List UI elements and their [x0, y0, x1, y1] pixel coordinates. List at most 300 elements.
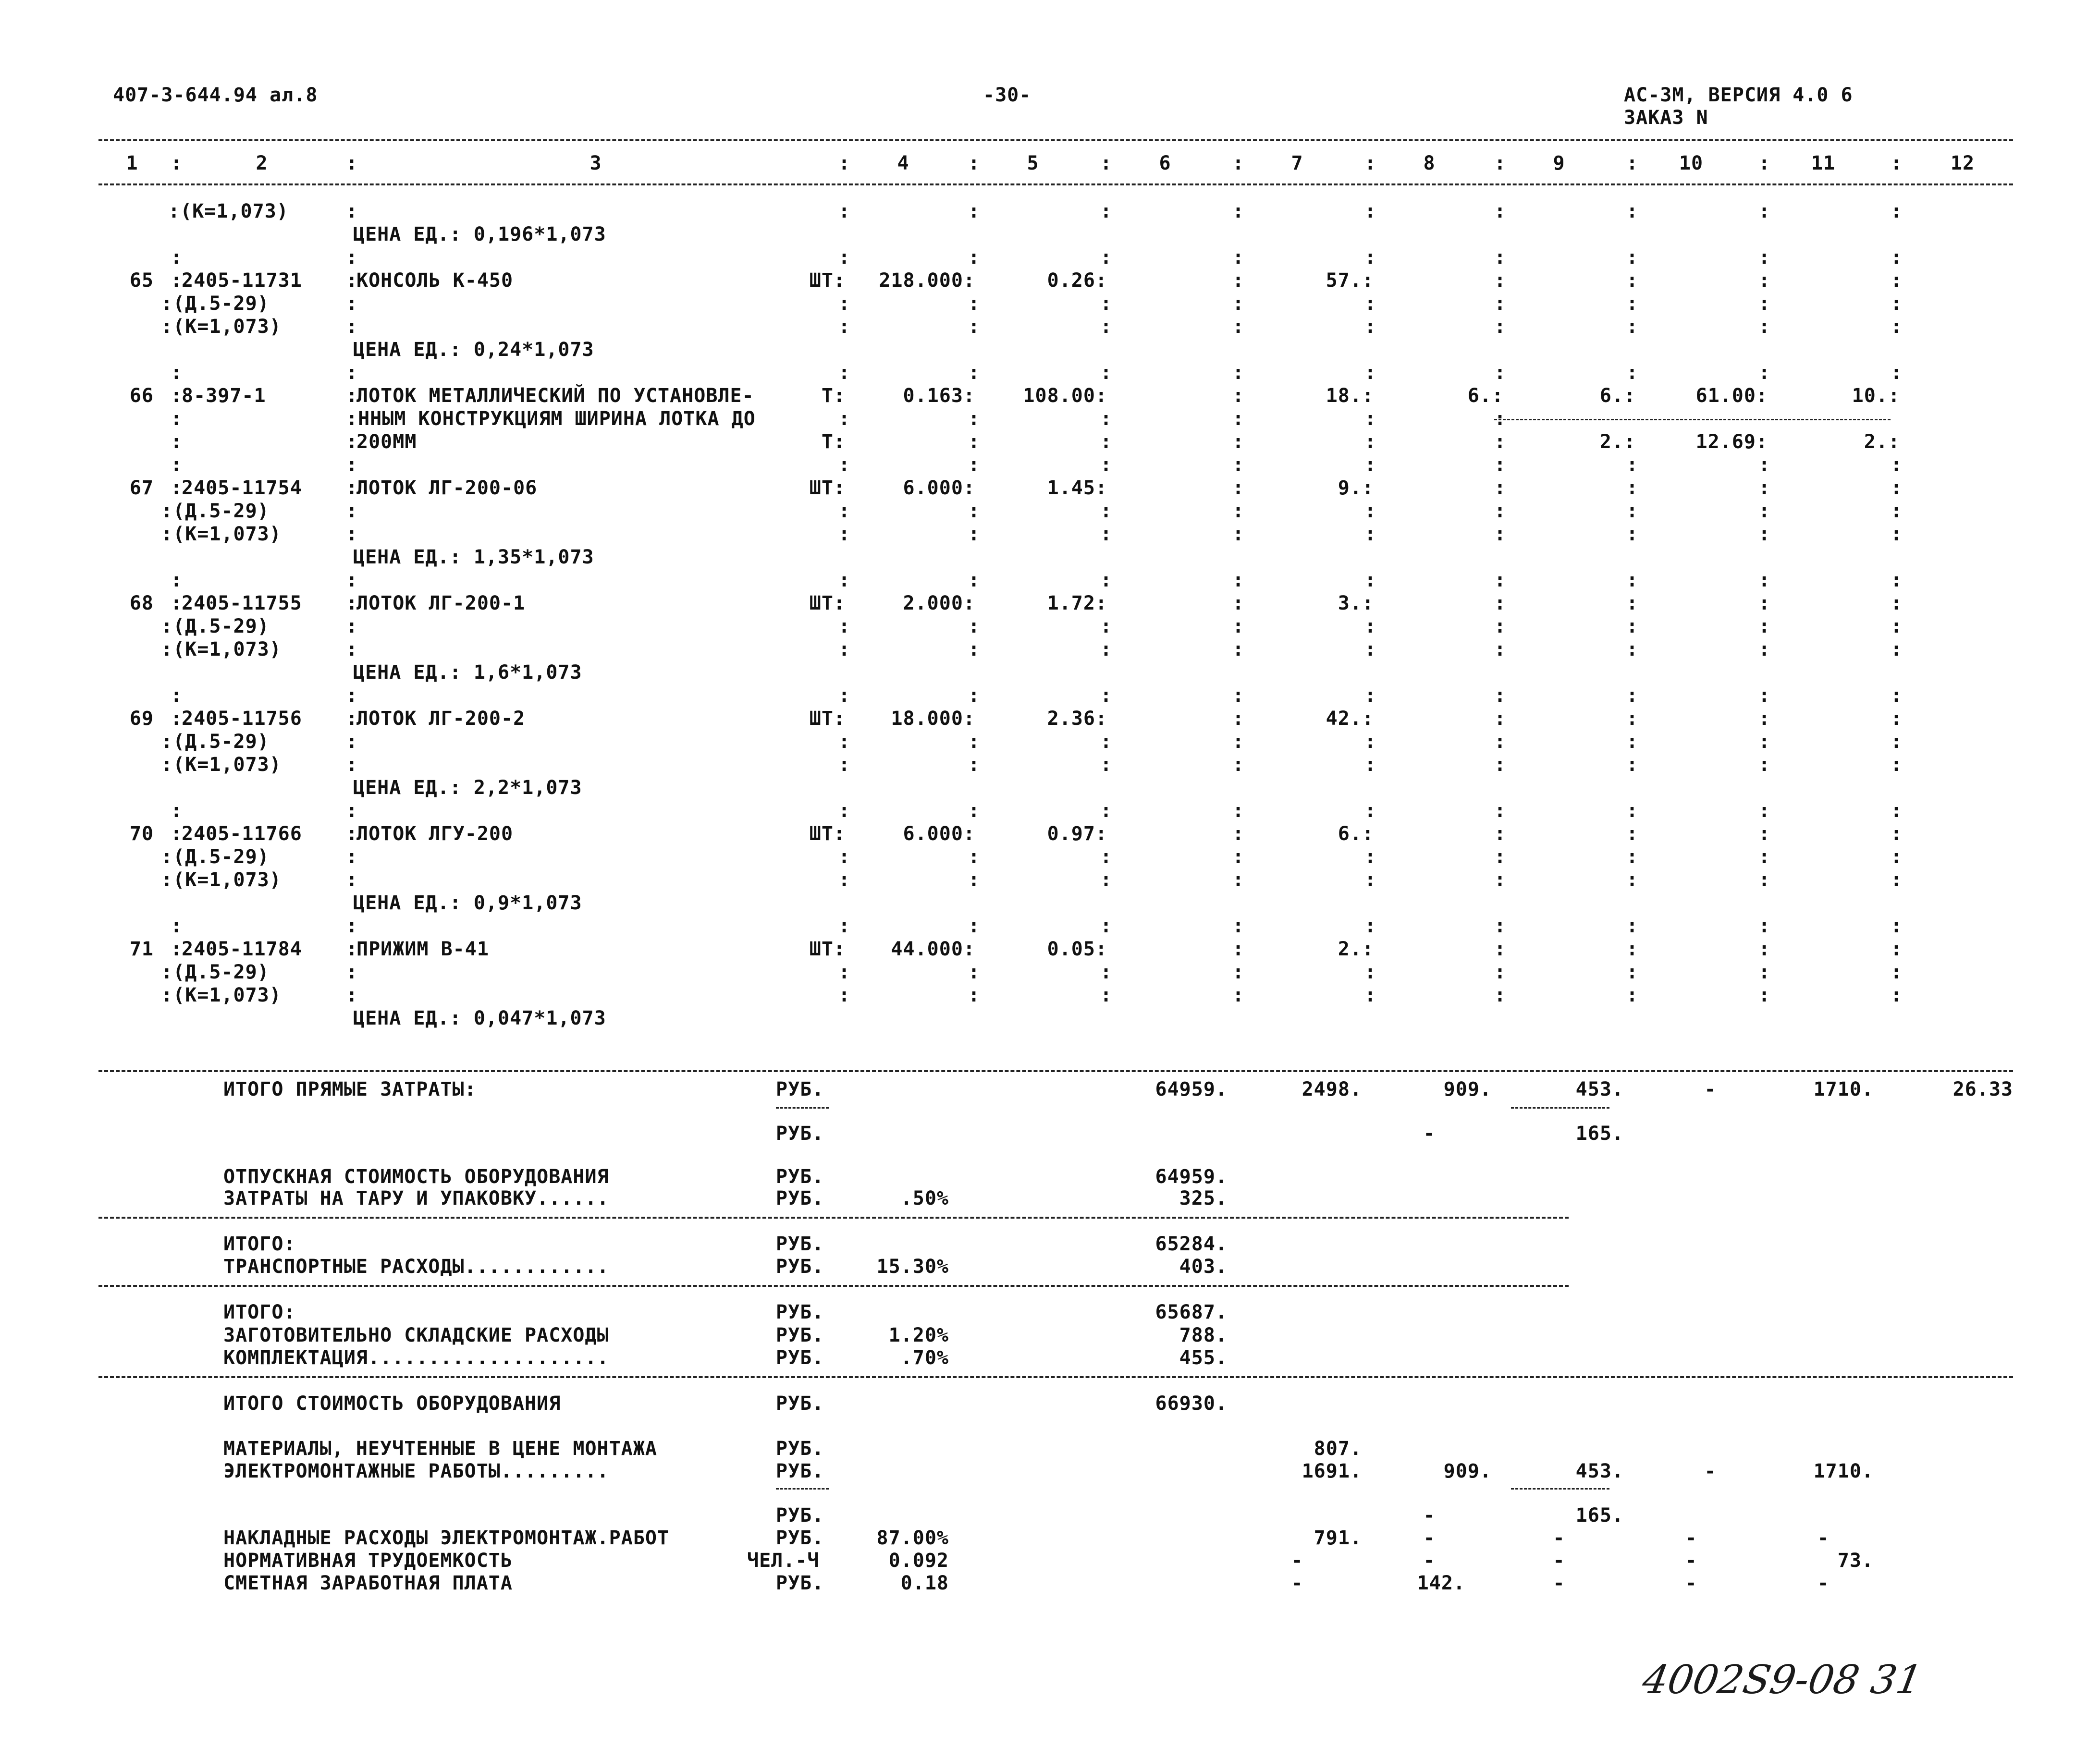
item-unit: ШТ:: [809, 823, 846, 845]
total-2-label: ИТОГО:: [223, 1301, 296, 1323]
column-separator: :: [1232, 638, 1244, 660]
item-name: ПРИЖИМ В-41: [356, 938, 489, 960]
item-code: 2405-11756: [182, 708, 302, 730]
column-separator: :: [838, 316, 850, 338]
program-version: АС-3М, ВЕРСИЯ 4.0 6: [1624, 84, 1853, 106]
column-separator: :: [1100, 615, 1112, 637]
column-separator: :: [346, 638, 358, 660]
column-separator: :: [346, 523, 358, 545]
top-fragment-price-note: ЦЕНА ЕД.: 0,196*1,073: [353, 223, 606, 245]
column-number-12: 12: [1950, 152, 1975, 174]
direct-costs-c9: 453.: [1575, 1078, 1624, 1100]
column-separator: :: [1494, 246, 1506, 269]
packaging-unit: РУБ.: [776, 1187, 824, 1209]
column-separator: :: [1494, 523, 1506, 545]
column-separator: :: [1494, 431, 1506, 453]
item-quantity: 18.000:: [891, 708, 975, 730]
column-separator: :: [968, 362, 980, 384]
column-separator: :: [1758, 869, 1770, 891]
column-separator: :: [1626, 754, 1638, 776]
column-separator: :: [1891, 269, 1903, 292]
column-separator: :: [1100, 293, 1112, 315]
column-separator: :: [1494, 269, 1506, 292]
column-separator: :: [171, 708, 183, 730]
column-separator: :: [171, 269, 183, 292]
column-separator: :: [1232, 615, 1244, 637]
wages-unit: РУБ.: [776, 1572, 824, 1594]
column-separator: :: [1232, 200, 1244, 222]
column-separator: :: [1100, 754, 1112, 776]
column-separator: :: [1232, 684, 1244, 707]
column-separator: :: [1100, 431, 1112, 453]
column-separator: :: [1364, 408, 1376, 430]
column-separator: :: [1891, 915, 1903, 937]
item-col7: 3.:: [1338, 592, 1374, 614]
order-number: ЗАКАЗ N: [1624, 107, 1708, 129]
column-separator: :: [1100, 246, 1112, 269]
column-number-1: 1: [126, 152, 138, 174]
overhead-unit: РУБ.: [776, 1527, 824, 1549]
electrical-works-unit: РУБ.: [776, 1460, 824, 1482]
column-separator: :: [1626, 293, 1638, 315]
column-separator: :: [1626, 684, 1638, 707]
item-col7: 9.:: [1338, 477, 1374, 499]
column-separator: :: [1891, 477, 1903, 499]
column-separator: :: [346, 754, 358, 776]
column-separator: :: [346, 152, 358, 174]
column-separator: :: [1100, 915, 1112, 937]
column-separator: :: [1494, 984, 1506, 1006]
column-separator: :: [968, 984, 980, 1006]
column-separator: :: [1494, 708, 1506, 730]
column-separator: :: [1494, 200, 1506, 222]
item-quantity: 2.000:: [903, 592, 975, 614]
column-separator: :: [1364, 246, 1376, 269]
column-separator: :: [346, 385, 358, 407]
column-separator: :: [1626, 500, 1638, 522]
column-separator: :: [1891, 523, 1903, 545]
unit-split-rule-2: [776, 1488, 829, 1490]
column-separator: :: [1891, 754, 1903, 776]
column-separator: :: [1232, 846, 1244, 868]
column-separator: :: [968, 500, 980, 522]
column-separator: :: [346, 293, 358, 315]
item-col7: 57.:: [1326, 269, 1374, 292]
transport-label: ТРАНСПОРТНЫЕ РАСХОДЫ............: [223, 1256, 609, 1278]
item-number: 65: [129, 269, 154, 292]
transport-unit: РУБ.: [776, 1256, 824, 1278]
header-top-rule: [98, 139, 2013, 141]
direct-costs-c8-b: -: [1423, 1123, 1436, 1145]
column-separator: :: [1232, 523, 1244, 545]
column-separator: :: [968, 754, 980, 776]
wages-c10: -: [1685, 1572, 1697, 1594]
column-separator: :: [1891, 938, 1903, 960]
item-price-note: ЦЕНА ЕД.: 0,24*1,073: [353, 339, 594, 361]
column-separator: :: [1758, 269, 1770, 292]
column-separator: :: [838, 615, 850, 637]
item-code: 2405-11766: [182, 823, 302, 845]
electrical-works-c7: 1691.: [1302, 1460, 1362, 1482]
column-separator: :: [171, 477, 183, 499]
column-separator: :: [1494, 569, 1506, 591]
column-separator: :: [1626, 246, 1638, 269]
item-col10: 61.00:: [1695, 385, 1768, 407]
direct-costs-unit-2: РУБ.: [776, 1123, 824, 1145]
column-separator: :: [171, 684, 183, 707]
column-separator: :: [1494, 454, 1506, 476]
column-separator: :: [1232, 385, 1244, 407]
column-separator: :: [1232, 569, 1244, 591]
overhead-c7: 791.: [1314, 1527, 1362, 1549]
column-separator: :: [838, 800, 850, 822]
column-number-6: 6: [1159, 152, 1171, 174]
column-separator: :: [1758, 800, 1770, 822]
warehouse-unit: РУБ.: [776, 1324, 824, 1346]
transport-c6: 403.: [1179, 1256, 1228, 1278]
unit-split-rule: [776, 1107, 829, 1109]
electrical-works-unit-2: РУБ.: [776, 1504, 824, 1527]
direct-costs-c11: 1710.: [1813, 1078, 1874, 1100]
overhead-label: НАКЛАДНЫЕ РАСХОДЫ ЭЛЕКТРОМОНТАЖ.РАБОТ: [223, 1527, 670, 1549]
column-separator: :: [1100, 362, 1112, 384]
column-separator: :: [1891, 731, 1903, 753]
column-separator: :: [346, 984, 358, 1006]
column-separator: :: [1758, 823, 1770, 845]
column-separator: :: [346, 454, 358, 476]
direct-costs-c8: 909.: [1443, 1078, 1492, 1100]
column-separator: :: [1494, 731, 1506, 753]
column-separator: :: [1626, 708, 1638, 730]
equipment-price-c6: 64959.: [1155, 1166, 1228, 1188]
column-separator: :: [1891, 615, 1903, 637]
column-separator: :: [838, 293, 850, 315]
kit-label: КОМПЛЕКТАЦИЯ....................: [223, 1347, 609, 1369]
overhead-rate: 87.00%: [876, 1527, 949, 1549]
column-separator: :: [1626, 800, 1638, 822]
column-separator: :: [968, 152, 980, 174]
column-separator: :: [1758, 754, 1770, 776]
column-separator: :: [1494, 800, 1506, 822]
direct-costs-c9-b: 165.: [1575, 1123, 1624, 1145]
item-price-note: ЦЕНА ЕД.: 2,2*1,073: [353, 777, 582, 799]
column-separator: :: [1232, 961, 1244, 983]
column-separator: :: [1626, 569, 1638, 591]
electrical-works-c8: 909.: [1443, 1460, 1492, 1482]
item-name: ЛОТОК ЛГ-200-2: [356, 708, 526, 730]
summary-rule-1: [98, 1217, 1569, 1219]
direct-costs-label: ИТОГО ПРЯМЫЕ ЗАТРАТЫ:: [223, 1078, 477, 1100]
item-price-note: ЦЕНА ЕД.: 0,047*1,073: [353, 1007, 606, 1029]
column-separator: :: [1758, 638, 1770, 660]
column-separator: :: [1100, 152, 1112, 174]
wages-c11: -: [1817, 1572, 1830, 1594]
item-quantity: 0.163:: [903, 385, 975, 407]
col9-split-rule: [1511, 1107, 1609, 1109]
column-separator: :: [1494, 846, 1506, 868]
column-separator: :: [1364, 200, 1376, 222]
column-separator: :: [1758, 293, 1770, 315]
column-separator: :: [1232, 293, 1244, 315]
column-separator: :: [346, 800, 358, 822]
column-separator: :: [1364, 684, 1376, 707]
column-separator: :: [1626, 731, 1638, 753]
item-code: 2405-11731: [182, 269, 302, 292]
column-separator: :: [1626, 269, 1638, 292]
column-separator: :: [346, 731, 358, 753]
column-separator: :: [838, 500, 850, 522]
column-separator: :: [1232, 731, 1244, 753]
column-separator: :: [1494, 477, 1506, 499]
column-separator: :: [171, 915, 183, 937]
column-separator: :: [1364, 293, 1376, 315]
column-separator: :: [838, 869, 850, 891]
column-separator: :: [1758, 731, 1770, 753]
column-separator: :: [968, 246, 980, 269]
electrical-works-c8-b: -: [1423, 1504, 1436, 1527]
column-separator: :: [346, 938, 358, 960]
column-separator: :: [1891, 869, 1903, 891]
electrical-works-c9: 453.: [1575, 1460, 1624, 1482]
item-subline: :(Д.5-29): [161, 500, 270, 522]
column-separator: :: [1364, 523, 1376, 545]
column-separator: :: [968, 408, 980, 430]
column-separator: :: [346, 500, 358, 522]
column-separator: :: [1100, 200, 1112, 222]
item-quantity: 6.000:: [903, 477, 975, 499]
column-separator: :: [1100, 684, 1112, 707]
column-separator: :: [968, 800, 980, 822]
item-split-rule: [1494, 419, 1891, 420]
item-subline: :(Д.5-29): [161, 961, 270, 983]
column-separator: :: [1100, 846, 1112, 868]
column-separator: :: [1364, 869, 1376, 891]
materials-c7: 807.: [1314, 1438, 1362, 1460]
column-separator: :: [171, 823, 183, 845]
column-separator: :: [346, 615, 358, 637]
column-separator: :: [1758, 938, 1770, 960]
column-separator: :: [1758, 708, 1770, 730]
column-separator: :: [171, 800, 183, 822]
column-separator: :: [968, 869, 980, 891]
column-separator: :: [1626, 454, 1638, 476]
column-separator: :: [838, 638, 850, 660]
column-separator: :: [1100, 500, 1112, 522]
column-separator: :: [346, 246, 358, 269]
column-separator: :: [346, 684, 358, 707]
column-separator: :: [838, 846, 850, 868]
item-col11-b: 2.:: [1864, 431, 1900, 453]
item-unit-price: 108.00:: [1023, 385, 1107, 407]
item-quantity: 44.000:: [891, 938, 975, 960]
column-separator: :: [1232, 362, 1244, 384]
column-separator: :: [1232, 246, 1244, 269]
column-separator: :: [1626, 938, 1638, 960]
labor-norm-rate: 0.092: [888, 1550, 949, 1572]
column-separator: :: [346, 200, 358, 222]
column-separator: :: [1758, 200, 1770, 222]
column-separator: :: [838, 152, 850, 174]
wages-c9: -: [1553, 1572, 1565, 1594]
column-separator: :: [1232, 823, 1244, 845]
column-separator: :: [838, 246, 850, 269]
item-quantity: 218.000:: [879, 269, 975, 292]
column-separator: :: [1100, 869, 1112, 891]
item-subline: :(К=1,073): [161, 984, 282, 1006]
item-subline: :(К=1,073): [161, 316, 282, 338]
column-separator: :: [1891, 362, 1903, 384]
column-separator: :: [1758, 961, 1770, 983]
column-separator: :: [1891, 500, 1903, 522]
item-price-note: ЦЕНА ЕД.: 0,9*1,073: [353, 892, 582, 914]
column-separator: :: [1494, 638, 1506, 660]
kit-rate: .70%: [900, 1347, 949, 1369]
labor-norm-c11: 73.: [1837, 1550, 1874, 1572]
column-separator: :: [1232, 477, 1244, 499]
column-separator: :: [1758, 592, 1770, 614]
column-separator: :: [968, 293, 980, 315]
labor-norm-c10: -: [1685, 1550, 1697, 1572]
item-unit: Т:: [821, 385, 846, 407]
column-separator: :: [1494, 500, 1506, 522]
column-separator: :: [1100, 408, 1112, 430]
item-name-line-3: 200ММ: [356, 431, 417, 453]
labor-norm-unit: ЧЕЛ.-Ч: [747, 1550, 820, 1572]
column-separator: :: [838, 200, 850, 222]
column-separator: :: [1232, 708, 1244, 730]
column-separator: :: [346, 362, 358, 384]
column-separator: :: [1364, 316, 1376, 338]
labor-norm-c7: -: [1291, 1550, 1303, 1572]
item-subline: :(Д.5-29): [161, 846, 270, 868]
column-separator: :: [838, 984, 850, 1006]
electrical-works-c9-b: 165.: [1575, 1504, 1624, 1527]
column-separator: :: [968, 454, 980, 476]
column-separator: :: [1891, 684, 1903, 707]
column-separator: :: [346, 592, 358, 614]
column-separator: :: [968, 915, 980, 937]
labor-norm-label: НОРМАТИВНАЯ ТРУДОЕМКОСТЬ: [223, 1550, 513, 1572]
column-separator: :: [171, 152, 183, 174]
header-bottom-rule: [98, 183, 2013, 185]
item-number: 67: [129, 477, 154, 499]
wages-c8: 142.: [1417, 1572, 1465, 1594]
column-separator: :: [1891, 846, 1903, 868]
column-number-11: 11: [1811, 152, 1836, 174]
packaging-c6: 325.: [1179, 1187, 1228, 1209]
labor-norm-c8: -: [1423, 1550, 1436, 1572]
column-separator: :: [171, 569, 183, 591]
electrical-works-label: ЭЛЕКТРОМОНТАЖНЫЕ РАБОТЫ.........: [223, 1460, 609, 1482]
item-name: ЛОТОК МЕТАЛЛИЧЕСКИЙ ПО УСТАНОВЛЕ-: [356, 385, 754, 407]
materials-label: МАТЕРИАЛЫ, НЕУЧТЕННЫЕ В ЦЕНЕ МОНТАЖА: [223, 1438, 657, 1460]
item-col7: 18.:: [1326, 385, 1374, 407]
column-separator: :: [1364, 731, 1376, 753]
column-separator: :: [171, 408, 183, 430]
column-separator: :: [1100, 316, 1112, 338]
column-separator: :: [346, 569, 358, 591]
column-separator: :: [1891, 246, 1903, 269]
item-unit: ШТ:: [809, 269, 846, 292]
column-separator: :: [1494, 823, 1506, 845]
column-separator: :: [1758, 569, 1770, 591]
column-separator: :: [1758, 477, 1770, 499]
item-quantity: 6.000:: [903, 823, 975, 845]
column-separator: :: [1364, 984, 1376, 1006]
item-col10-b: 12.69:: [1695, 431, 1768, 453]
item-unit: ШТ:: [809, 592, 846, 614]
warehouse-c6: 788.: [1179, 1324, 1228, 1346]
column-separator: :: [1232, 754, 1244, 776]
column-separator: :: [1494, 684, 1506, 707]
item-code: 2405-11784: [182, 938, 302, 960]
column-separator: :: [838, 362, 850, 384]
column-separator: :: [1758, 500, 1770, 522]
column-separator: :: [968, 846, 980, 868]
column-separator: :: [968, 200, 980, 222]
page-number: -30-: [983, 84, 1032, 106]
column-separator: :: [838, 915, 850, 937]
warehouse-label: ЗАГОТОВИТЕЛЬНО СКЛАДСКИЕ РАСХОДЫ: [223, 1324, 609, 1346]
item-code: 2405-11754: [182, 477, 302, 499]
column-separator: :: [968, 431, 980, 453]
column-separator: :: [1758, 615, 1770, 637]
column-number-4: 4: [897, 152, 909, 174]
column-separator: :: [1758, 152, 1770, 174]
column-separator: :: [1232, 869, 1244, 891]
item-number: 68: [129, 592, 154, 614]
item-unit-price: 1.45:: [1047, 477, 1107, 499]
summary-rule-3: [98, 1376, 2013, 1378]
column-separator: :: [1100, 800, 1112, 822]
column-separator: :: [171, 938, 183, 960]
item-name: ЛОТОК ЛГУ-200: [356, 823, 514, 845]
column-separator: :: [1364, 800, 1376, 822]
column-separator: :: [1494, 754, 1506, 776]
column-number-9: 9: [1553, 152, 1565, 174]
item-number: 70: [129, 823, 154, 845]
column-separator: :: [1494, 362, 1506, 384]
column-separator: :: [1364, 754, 1376, 776]
column-separator: :: [1891, 316, 1903, 338]
column-separator: :: [838, 754, 850, 776]
column-separator: :: [1232, 915, 1244, 937]
item-price-note: ЦЕНА ЕД.: 1,35*1,073: [353, 546, 594, 568]
column-separator: :: [1891, 823, 1903, 845]
direct-costs-unit: РУБ.: [776, 1078, 824, 1100]
materials-unit: РУБ.: [776, 1438, 824, 1460]
equipment-total-unit: РУБ.: [776, 1393, 824, 1415]
column-separator: :: [1626, 615, 1638, 637]
column-separator: :: [1494, 316, 1506, 338]
column-separator: :: [1626, 638, 1638, 660]
summary-rule-2: [98, 1285, 1569, 1287]
item-unit: ШТ:: [809, 477, 846, 499]
column-separator: :: [1232, 454, 1244, 476]
column-separator: :: [1891, 454, 1903, 476]
direct-costs-c12: 26.33: [1953, 1078, 2013, 1100]
overhead-c8: -: [1423, 1527, 1436, 1549]
item-number: 71: [129, 938, 154, 960]
column-separator: :: [1626, 984, 1638, 1006]
column-separator: :: [171, 246, 183, 269]
total-1-unit: РУБ.: [776, 1233, 824, 1255]
column-separator: :: [1758, 454, 1770, 476]
electrical-works-c10: -: [1704, 1460, 1717, 1482]
column-separator: :: [1626, 592, 1638, 614]
column-number-2: 2: [256, 152, 268, 174]
total-2-c6: 65687.: [1155, 1301, 1228, 1323]
